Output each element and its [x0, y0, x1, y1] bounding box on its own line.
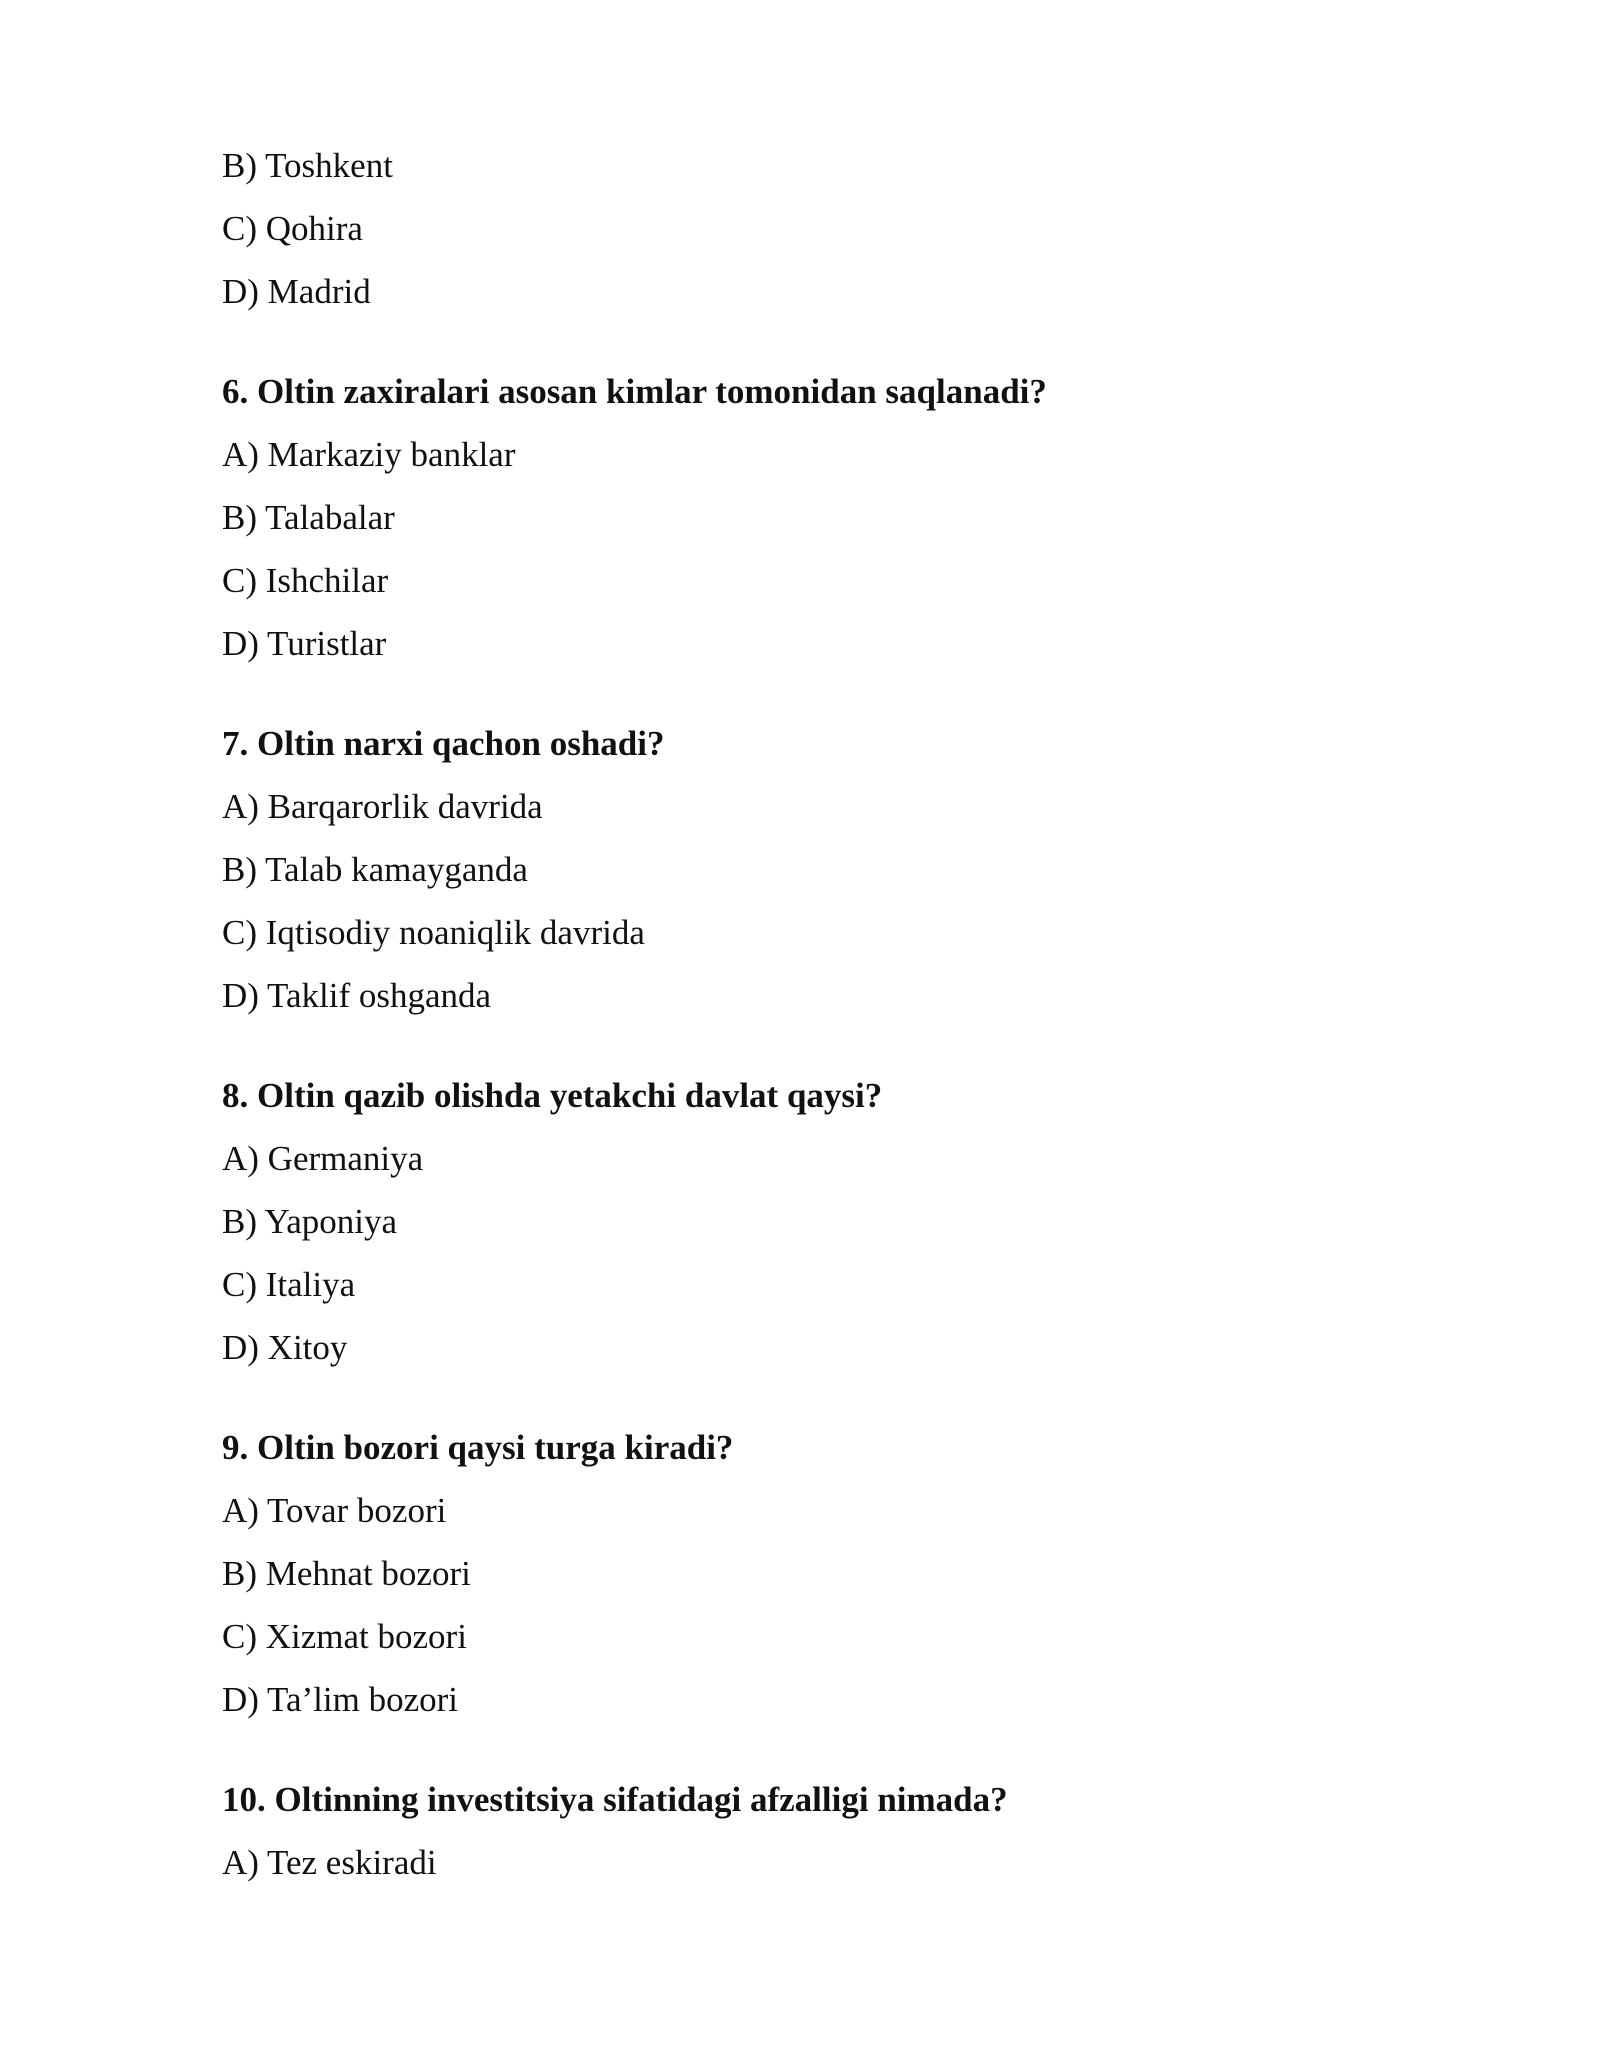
spacer	[222, 687, 1422, 724]
option-d-q8: D) Xitoy	[222, 1328, 348, 1367]
question-9: 9. Oltin bozori qaysi turga kiradi?	[222, 1428, 734, 1467]
option-d-q7: D) Taklif oshganda	[222, 976, 492, 1015]
spacer	[222, 1391, 1422, 1428]
option-b-q7: B) Talab kamayganda	[222, 850, 528, 889]
question-10: 10. Oltinning investitsiya sifatidagi afzalligi nimada?	[222, 1780, 1008, 1819]
option-b-q8: B) Yaponiya	[222, 1202, 398, 1241]
option-c-q6: C) Ishchilar	[222, 561, 389, 600]
option-a-q9: A) Tovar bozori	[222, 1491, 447, 1530]
question-7: 7. Oltin narxi qachon oshadi?	[222, 724, 665, 763]
option-b-q9: B) Mehnat bozori	[222, 1554, 471, 1593]
option-d-q5: D) Madrid	[222, 272, 371, 311]
option-d-q9: D) Ta’lim bozori	[222, 1680, 459, 1719]
option-a-q8: A) Germaniya	[222, 1139, 424, 1178]
option-c-q7: C) Iqtisodiy noaniqlik davrida	[222, 913, 645, 952]
document-page	[222, 146, 1422, 1906]
question-8: 8. Oltin qazib olishda yetakchi davlat qaysi?	[222, 1076, 883, 1115]
option-a-q7: A) Barqarorlik davrida	[222, 787, 543, 826]
option-b-q5: B) Toshkent	[222, 146, 393, 185]
option-a-q6: A) Markaziy banklar	[222, 435, 516, 474]
option-c-q5: C) Qohira	[222, 209, 363, 248]
spacer	[222, 1743, 1422, 1780]
spacer	[222, 1039, 1422, 1076]
option-d-q6: D) Turistlar	[222, 624, 387, 663]
question-6: 6. Oltin zaxiralari asosan kimlar tomonidan saqlanadi?	[222, 372, 1047, 411]
option-c-q9: C) Xizmat bozori	[222, 1617, 467, 1656]
option-b-q6: B) Talabalar	[222, 498, 395, 537]
option-c-q8: C) Italiya	[222, 1265, 356, 1304]
option-a-q10: A) Tez eskiradi	[222, 1843, 437, 1882]
spacer	[222, 335, 1422, 372]
